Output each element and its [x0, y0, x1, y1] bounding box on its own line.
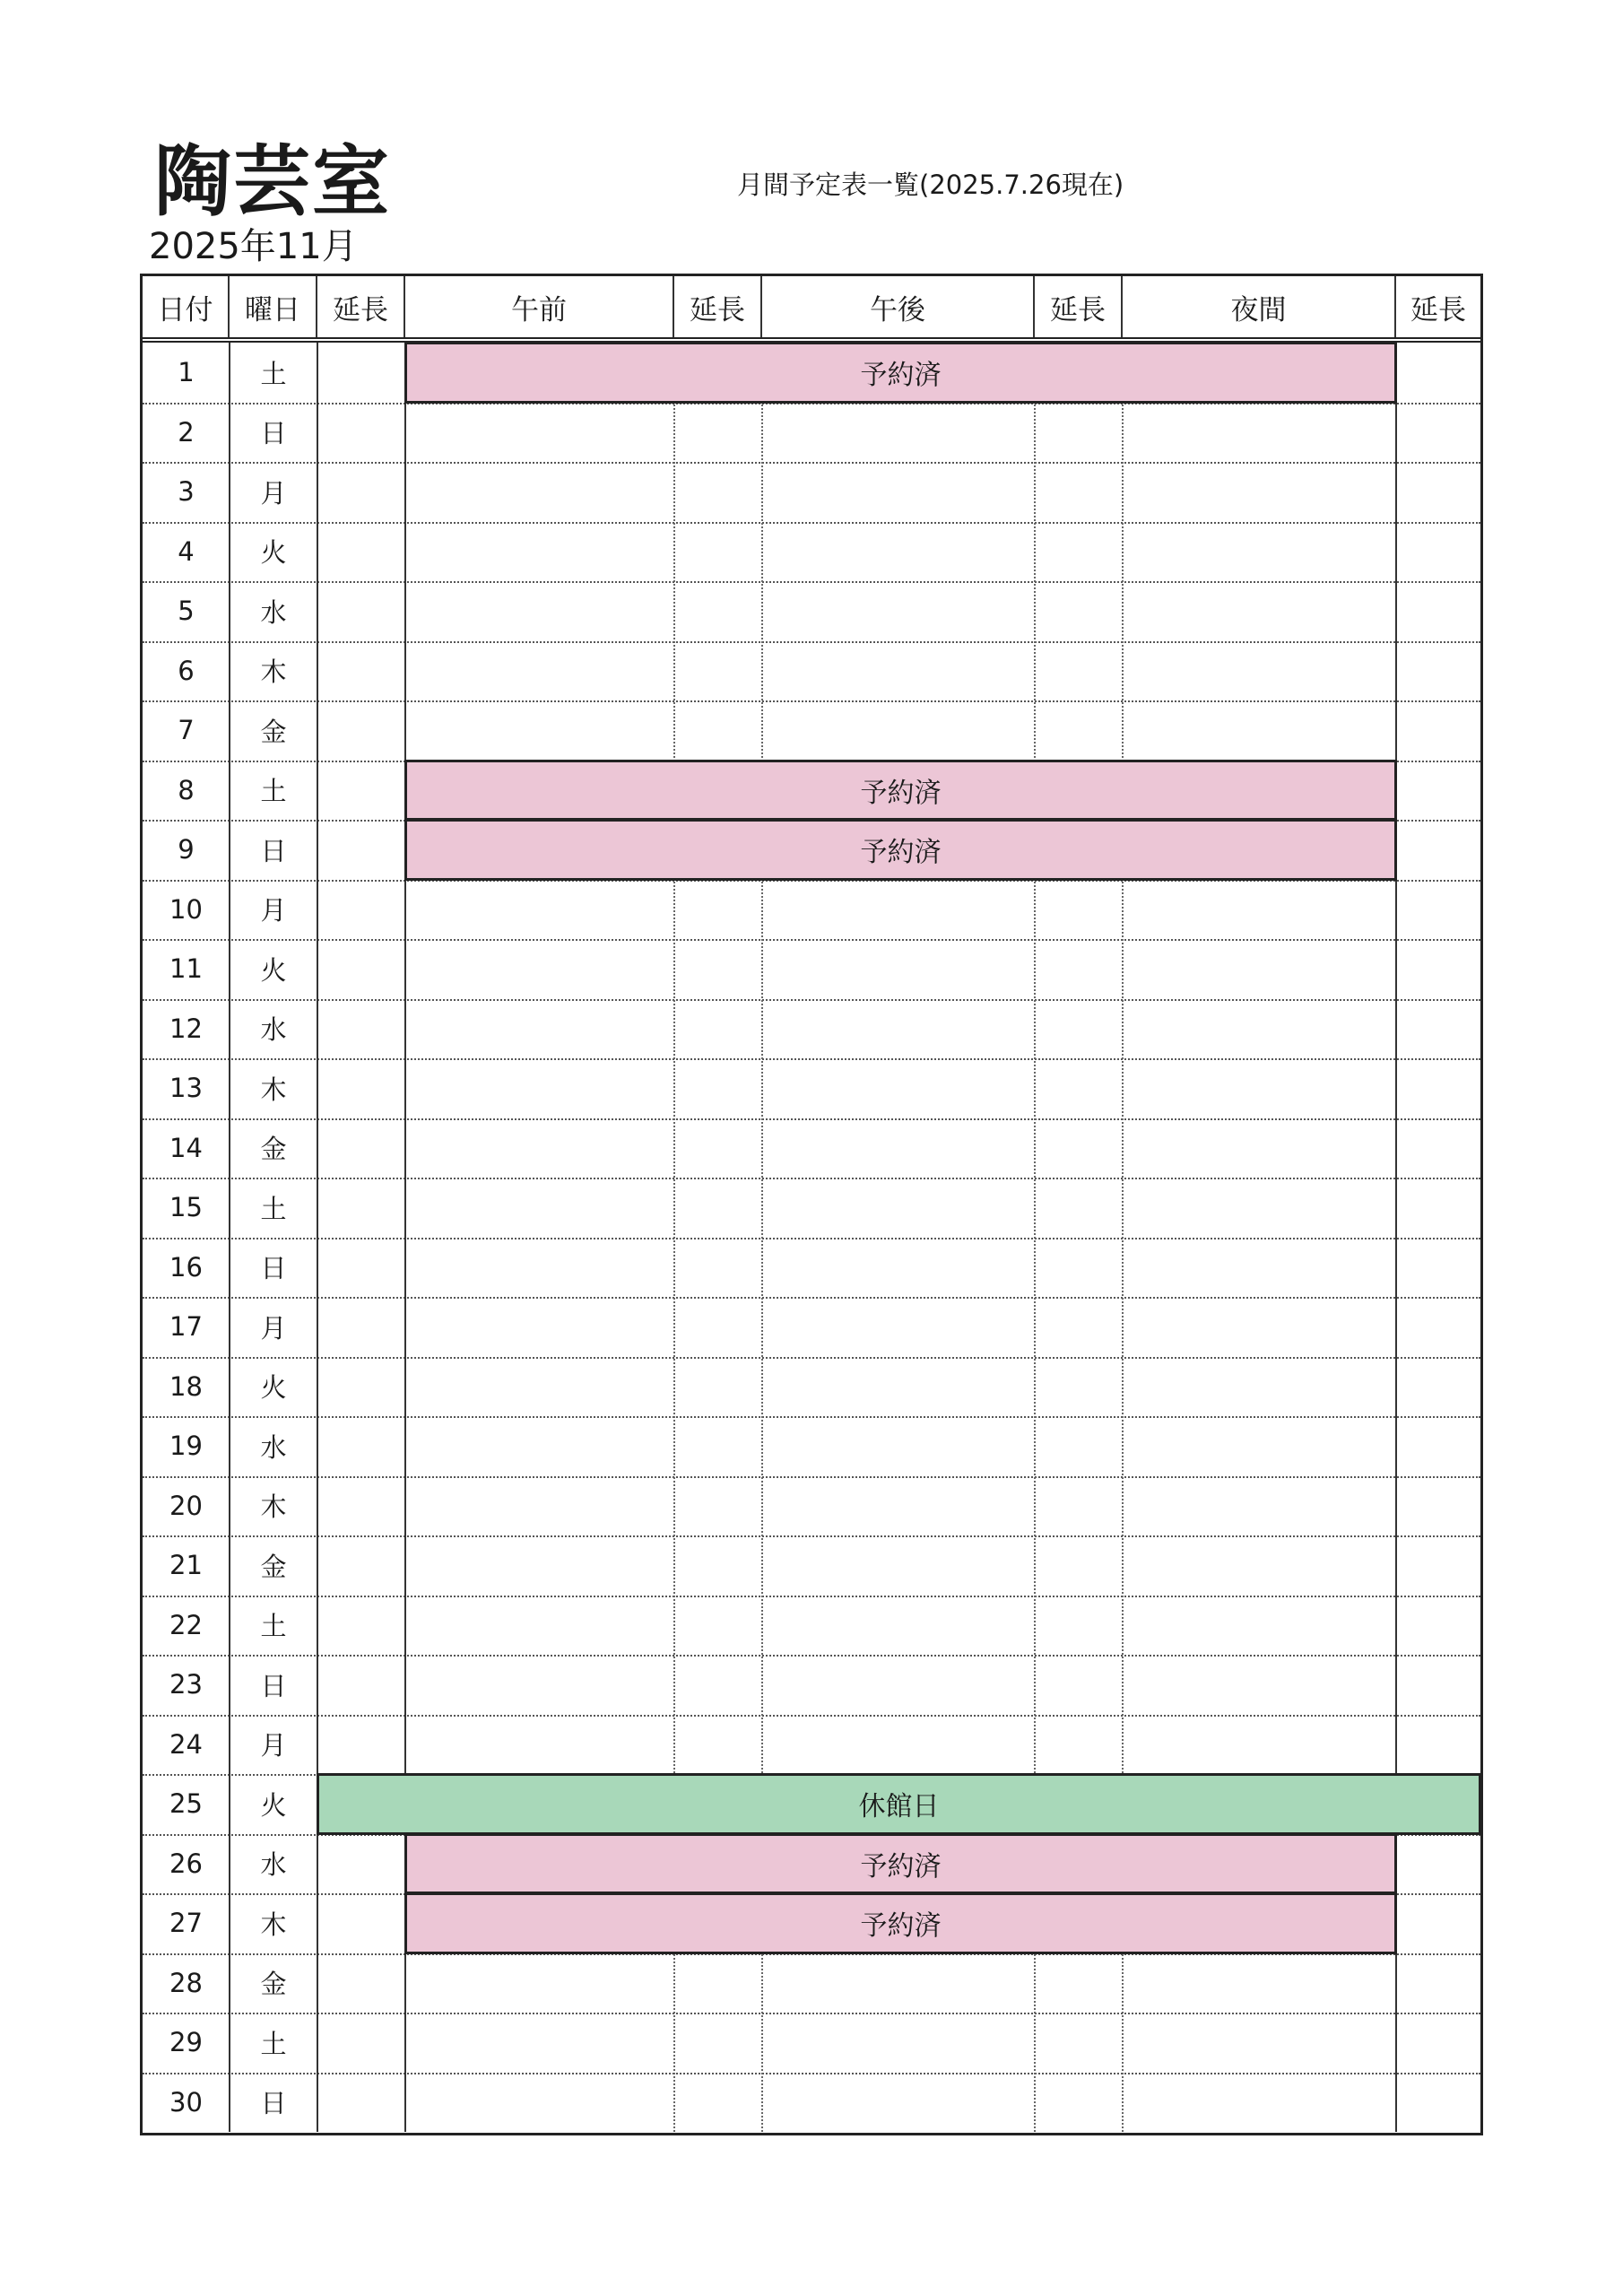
- weekday-cell: 火: [260, 537, 287, 569]
- row-divider: [143, 1596, 1480, 1597]
- weekday-cell: 木: [260, 1909, 287, 1940]
- weekday-cell: 火: [260, 1372, 287, 1404]
- column-header-extension-4: 延長: [1410, 293, 1466, 326]
- row-divider: [143, 1535, 1480, 1537]
- date-cell: 18: [169, 1370, 203, 1402]
- weekday-cell: 水: [260, 1014, 287, 1046]
- weekday-cell: 木: [260, 1074, 287, 1105]
- date-cell: 11: [169, 953, 203, 985]
- column-header-extension-2: 延長: [674, 276, 762, 337]
- weekday-cell: 日: [260, 2088, 287, 2119]
- weekday-cell: 木: [260, 657, 287, 688]
- schedule-subtitle: 月間予定表一覧(2025.7.26現在): [737, 170, 1124, 200]
- weekday-cell: 土: [260, 1611, 287, 1642]
- column-header-extension-1: 延長: [317, 276, 405, 337]
- date-cell: 2: [178, 416, 195, 448]
- date-cell: 7: [178, 715, 195, 746]
- weekday-cell: 土: [260, 358, 287, 389]
- date-cell: 10: [169, 893, 203, 925]
- row-divider: [143, 462, 1480, 464]
- row-divider: [143, 700, 1480, 702]
- date-cell: 25: [169, 1788, 203, 1820]
- date-cell: 6: [178, 655, 195, 686]
- date-cell: 29: [169, 2027, 203, 2058]
- weekday-cell: 水: [260, 596, 287, 628]
- date-cell: 14: [169, 1132, 203, 1163]
- column-header-date: 日付: [143, 276, 230, 337]
- date-cell: 19: [169, 1431, 203, 1462]
- row-divider: [143, 581, 1480, 583]
- weekday-cell: 月: [260, 1730, 287, 1761]
- reserved-bar: 予約済: [404, 819, 1397, 881]
- row-divider: [143, 2013, 1480, 2014]
- row-divider: [143, 641, 1480, 643]
- date-cell: 20: [169, 1490, 203, 1521]
- closed-day-bar: 休館日: [317, 1773, 1481, 1835]
- date-cell: 8: [178, 774, 195, 805]
- weekday-cell: 金: [260, 1969, 287, 2000]
- column-header-extension-3: 延長: [1035, 276, 1123, 337]
- weekday-cell: 日: [260, 835, 287, 866]
- weekday-cell: 水: [260, 1431, 287, 1463]
- weekday-cell: 月: [260, 477, 287, 509]
- monthly-schedule-table: [140, 274, 1483, 2135]
- row-divider: [143, 1178, 1480, 1179]
- date-cell: 30: [169, 2086, 203, 2118]
- column-header-afternoon: 午後: [762, 276, 1035, 337]
- column-header-weekday: 曜日: [230, 276, 317, 337]
- date-cell: 16: [169, 1251, 203, 1283]
- column-header-night: 夜間: [1123, 276, 1396, 337]
- weekday-cell: 月: [260, 895, 287, 926]
- row-divider: [143, 939, 1480, 941]
- weekday-cell: 日: [260, 1253, 287, 1284]
- reserved-bar: 予約済: [404, 1833, 1397, 1895]
- date-cell: 4: [178, 535, 195, 567]
- date-cell: 9: [178, 834, 195, 865]
- date-cell: 17: [169, 1311, 203, 1343]
- row-divider: [143, 522, 1480, 524]
- weekday-cell: 火: [260, 1789, 287, 1821]
- date-cell: 21: [169, 1550, 203, 1581]
- weekday-cell: 金: [260, 1551, 287, 1582]
- weekday-cell: 水: [260, 1849, 287, 1881]
- row-divider: [143, 999, 1480, 1001]
- column-header-morning: 午前: [405, 276, 674, 337]
- reserved-bar: 予約済: [404, 342, 1397, 404]
- reserved-bar: 予約済: [404, 760, 1397, 822]
- date-cell: 28: [169, 1967, 203, 1998]
- weekday-cell: 土: [260, 1193, 287, 1224]
- row-divider: [143, 2073, 1480, 2074]
- row-divider: [143, 1118, 1480, 1120]
- weekday-cell: 火: [260, 954, 287, 986]
- date-cell: 1: [178, 357, 195, 388]
- weekday-cell: 金: [260, 1134, 287, 1165]
- date-cell: 12: [169, 1013, 203, 1044]
- weekday-cell: 土: [260, 776, 287, 807]
- row-divider: [143, 1715, 1480, 1717]
- date-cell: 13: [169, 1073, 203, 1104]
- weekday-cell: 金: [260, 716, 287, 747]
- room-title: 陶芸室: [154, 137, 391, 227]
- row-divider: [143, 1476, 1480, 1478]
- row-divider: [143, 1416, 1480, 1418]
- date-cell: 24: [169, 1728, 203, 1760]
- month-label: 2025年11月: [149, 226, 358, 267]
- reserved-bar: 予約済: [404, 1892, 1397, 1954]
- date-cell: 27: [169, 1908, 203, 1939]
- date-cell: 26: [169, 1848, 203, 1879]
- weekday-cell: 土: [260, 2028, 287, 2059]
- row-divider: [143, 1655, 1480, 1657]
- row-divider: [143, 1357, 1480, 1359]
- row-divider: [143, 1297, 1480, 1299]
- weekday-cell: 月: [260, 1312, 287, 1344]
- date-cell: 15: [169, 1192, 203, 1223]
- date-cell: 23: [169, 1669, 203, 1700]
- weekday-cell: 木: [260, 1492, 287, 1523]
- row-divider: [143, 1058, 1480, 1060]
- weekday-cell: 日: [260, 1670, 287, 1701]
- date-cell: 22: [169, 1609, 203, 1640]
- date-cell: 5: [178, 596, 195, 627]
- row-divider: [143, 1238, 1480, 1239]
- date-cell: 3: [178, 476, 195, 508]
- weekday-cell: 日: [260, 418, 287, 449]
